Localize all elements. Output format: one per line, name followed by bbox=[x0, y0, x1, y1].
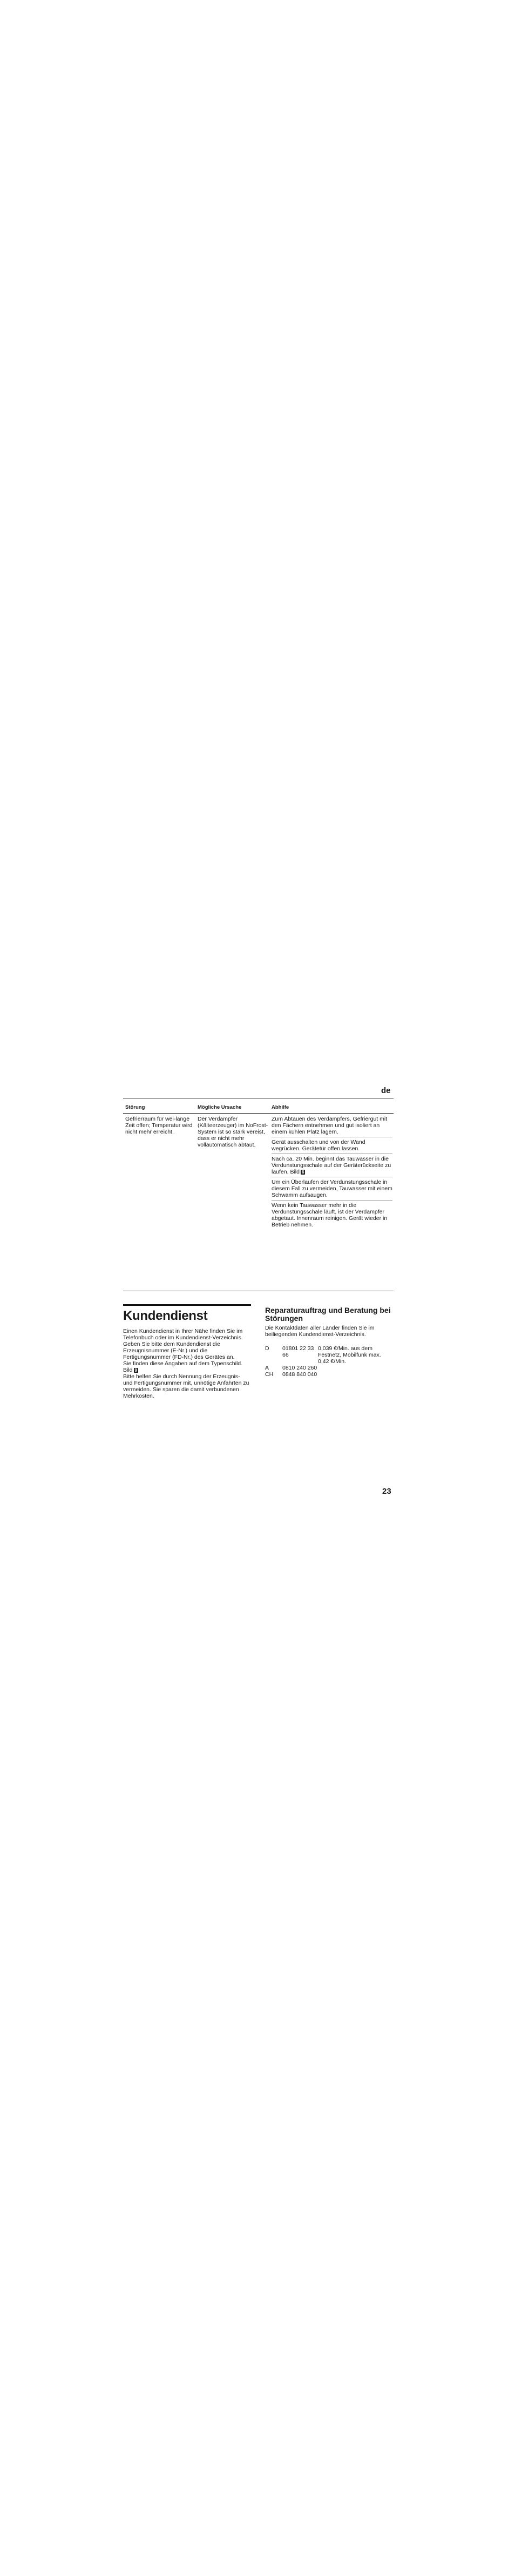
contact-number: 0810 240 260 bbox=[282, 1365, 317, 1371]
paragraph: Bitte helfen Sie durch Nennung der Erzeugnis- und Fertigungsnummer mit, unnötige Anfahrten zu vermeiden. Sie sparen die damit verbundenen Mehrkosten. bbox=[123, 1373, 249, 1399]
repair-section bbox=[265, 1306, 394, 1378]
contact-note: 0,039 €/Min. aus dem Festnetz, Mobilfunk max. 0,42 €/Min. bbox=[318, 1345, 381, 1365]
table-header bbox=[123, 1104, 394, 1114]
contact-country: A bbox=[265, 1365, 269, 1371]
troubleshooting-table bbox=[123, 1104, 394, 1232]
repair-heading: Reparaturauftrag und Beratung bei Störungen bbox=[265, 1306, 391, 1323]
contact-number: 01801 22 33 66 bbox=[282, 1345, 314, 1358]
paragraph-text: Sie finden diese Angaben auf dem Typenschild. Bild bbox=[123, 1360, 243, 1373]
remedy-step: Zum Abtauen des Verdampfers, Gefriergut mit den Fächern entnehmen und gut isoliert an einem kühlen Platz lagern. bbox=[272, 1116, 392, 1137]
kundendienst-text bbox=[123, 1328, 250, 1399]
contact-note bbox=[318, 1365, 394, 1371]
contact-number: 0848 840 040 bbox=[282, 1371, 317, 1378]
paragraph bbox=[123, 1360, 250, 1373]
section-rule bbox=[123, 1304, 251, 1306]
remedy-step: Gerät ausschalten und von der Wand wegrücken. Gerätetür offen lassen. bbox=[272, 1139, 392, 1154]
contact-row bbox=[265, 1371, 394, 1378]
contact-country: D bbox=[265, 1345, 269, 1352]
remedy-step bbox=[272, 1156, 392, 1177]
contact-country: CH bbox=[265, 1371, 274, 1378]
remedy-step-text: Nach ca. 20 Min. beginnt das Tauwasser in die Verdunstungsschale auf der Geräterückseite zu laufen. Bild bbox=[272, 1156, 391, 1175]
fault-cell: Gefrierraum für wei-lange Zeit offen; Temperatur wird nicht mehr erreicht. bbox=[125, 1116, 193, 1135]
header-remedy: Abhilfe bbox=[272, 1104, 289, 1110]
remedy-step: Wenn kein Tauwasser mehr in die Verdunstungsschale läuft, ist der Verdampfer abgetaut. Innenraum reinigen. Gerät wieder in Betrieb nehmen. bbox=[272, 1202, 388, 1228]
table-row bbox=[123, 1114, 394, 1232]
page-number: 23 bbox=[382, 1487, 391, 1496]
paragraph: Einen Kundendienst in Ihrer Nähe finden Sie im Telefonbuch oder im Kundendienst-Verzeichnis. Geben Sie bitte dem Kundendienst die Erzeugnisnummer (E-Nr.) und die Fertigungsnummer (FD-Nr.) des Gerätes an. bbox=[123, 1328, 243, 1360]
contact-row bbox=[265, 1345, 394, 1365]
contact-row bbox=[265, 1365, 394, 1371]
remedy-cell bbox=[272, 1116, 394, 1230]
section-title: Kundendienst bbox=[123, 1309, 208, 1323]
remedy-step: Um ein Überlaufen der Verdunstungsschale in diesem Fall zu vermeiden, Tauwasser mit einem Schwamm aufsaugen. bbox=[272, 1179, 392, 1201]
header-cause: Mögliche Ursache bbox=[198, 1104, 242, 1110]
figure-ref-badge: 6 bbox=[301, 1170, 304, 1175]
repair-intro: Die Kontaktdaten aller Länder finden Sie im beiliegenden Kundendienst-Verzeichnis. bbox=[265, 1325, 375, 1338]
header-fault: Störung bbox=[125, 1104, 145, 1110]
cause-cell: Der Verdampfer (Kälteerzeuger) im NoFrost-System ist so stark vereist, dass er nicht mehr vollautomatisch abtaut. bbox=[198, 1116, 268, 1148]
figure-ref-badge: 9 bbox=[134, 1368, 137, 1373]
language-tag: de bbox=[381, 1086, 391, 1095]
contact-note bbox=[318, 1371, 394, 1378]
